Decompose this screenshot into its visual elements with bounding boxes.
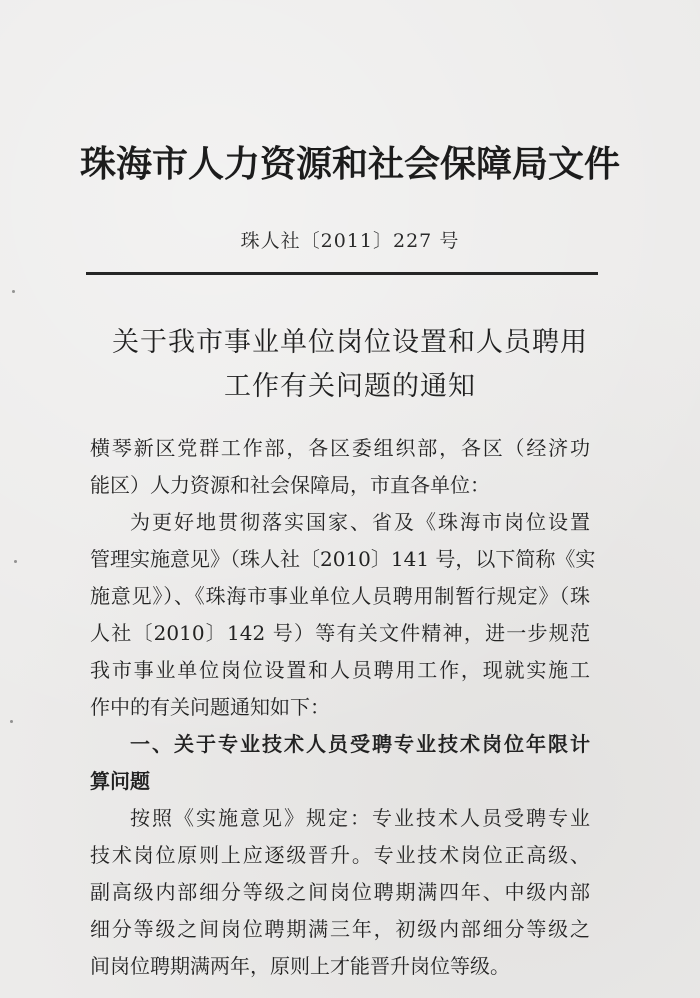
scan-speck bbox=[10, 720, 13, 723]
body-line: 按照《实施意见》规定：专业技术人员受聘专业 bbox=[130, 806, 590, 830]
body-line: 副高级内部细分等级之间岗位聘期满四年、中级内部 bbox=[90, 880, 590, 904]
body-line: 管理实施意见》（珠人社〔2010〕141 号，以下简称《实 bbox=[90, 547, 596, 571]
body-line: 施意见》）、《珠海市事业单位人员聘用制暂行规定》（珠 bbox=[90, 584, 590, 608]
notice-title-line-1: 关于我市事业单位岗位设置和人员聘用 bbox=[112, 327, 588, 358]
section-heading-line: 一、关于专业技术人员受聘专业技术岗位年限计 bbox=[130, 732, 590, 756]
scan-speck bbox=[12, 290, 15, 293]
body-line: 为更好地贯彻落实国家、省及《珠海市岗位设置 bbox=[130, 510, 590, 534]
section-heading-line: 算问题 bbox=[90, 769, 150, 793]
body-line: 人社〔2010〕142 号）等有关文件精神，进一步规范 bbox=[90, 621, 590, 645]
notice-body bbox=[90, 430, 596, 985]
scan-speck bbox=[14, 560, 17, 563]
body-line: 作中的有关问题通知如下： bbox=[90, 695, 330, 719]
body-line: 横琴新区党群工作部，各区委组织部，各区（经济功 bbox=[90, 436, 590, 460]
body-line: 能区）人力资源和社会保障局，市直各单位： bbox=[90, 473, 490, 497]
body-line: 间岗位聘期满两年，原则上才能晋升岗位等级。 bbox=[90, 954, 510, 978]
document-number: 珠人社〔2011〕227 号 bbox=[240, 230, 460, 252]
agency-title: 珠海市人力资源和社会保障局文件 bbox=[79, 144, 620, 185]
body-line: 技术岗位原则上应逐级晋升。专业技术岗位正高级、 bbox=[90, 843, 590, 867]
header-divider bbox=[86, 272, 598, 275]
body-line: 细分等级之间岗位聘期满三年，初级内部细分等级之 bbox=[90, 917, 590, 941]
notice-title-line-2: 工作有关问题的通知 bbox=[224, 371, 476, 402]
body-line: 我市事业单位岗位设置和人员聘用工作，现就实施工 bbox=[90, 658, 590, 682]
